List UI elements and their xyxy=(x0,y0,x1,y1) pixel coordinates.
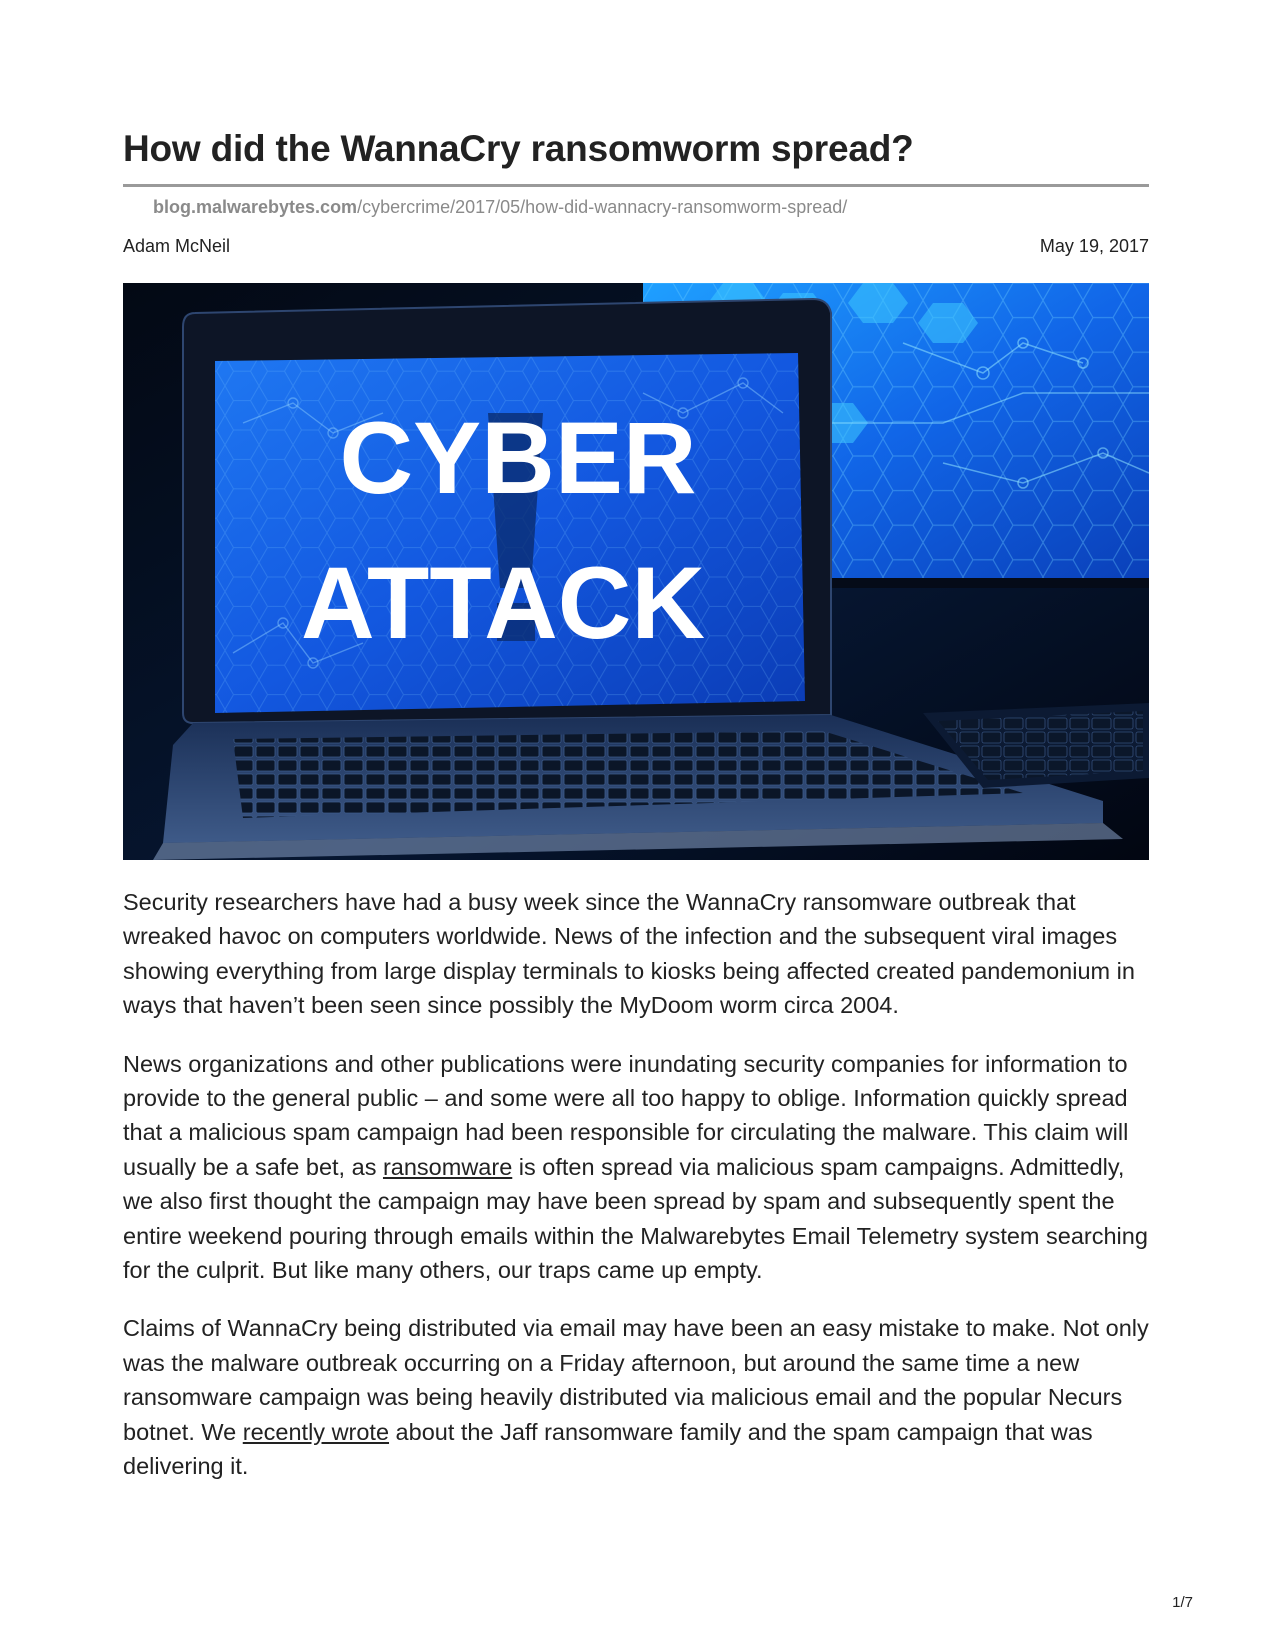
author-name: Adam McNeil xyxy=(123,236,231,256)
paragraph-1: Security researchers have had a busy week since the WannaCry ransomware outbreak that wreaked havoc on computers worldwide. News of the infection and the subsequent viral images showing everything from large display terminals to kiosks being affected created pandemonium in ways that haven’t been seen since possibly the MyDoom worm circa 2004. xyxy=(123,889,1135,1019)
hero-text-line2: ATTACK xyxy=(300,546,706,660)
paragraph-2 xyxy=(123,1047,1149,1288)
page-number: 1/7 xyxy=(1172,1594,1193,1611)
source-domain[interactable]: blog.malwarebytes.com xyxy=(153,197,358,217)
article-title: How did the WannaCry ransomworm spread? xyxy=(123,128,914,169)
paragraph-3-text-a: Claims of WannaCry being distributed via email may have been an easy mistake to make. Not only was the malware outbreak occurring on a Friday afternoon, but around the same time a new ransomware campaign was being heavily distributed via malicious email and the popular Necurs botnet. We xyxy=(123,1315,1149,1445)
publish-date: May 19, 2017 xyxy=(1039,236,1149,256)
paragraph-3-text-b: about the Jaff ransomware family and the spam campaign that was delivering it. xyxy=(123,1418,1093,1480)
source-url[interactable] xyxy=(153,197,847,218)
source-path[interactable]: /cybercrime/2017/05/how-did-wannacry-ransomworm-spread/ xyxy=(357,197,848,217)
ransomware-link[interactable]: ransomware xyxy=(382,1153,513,1180)
title-divider xyxy=(123,184,1149,187)
byline xyxy=(123,236,1149,257)
paragraph-3 xyxy=(123,1311,1149,1483)
paragraph-2-text-b: is often spread via malicious spam campaigns. Admittedly, we also first thought the campaign may have been spread by spam and subsequently spent the entire weekend pouring through emails within the Malwarebytes Email Telemetry system searching for the culprit. But like many others, our traps came up empty. xyxy=(123,1153,1148,1284)
recently-wrote-link[interactable]: recently wrote xyxy=(242,1418,390,1445)
article-body xyxy=(123,885,1149,1508)
paragraph-2-text-a: News organizations and other publications were inundating security companies for information to provide to the general public – and some were all too happy to oblige. Information quickly spread that a malicious spam campaign had been responsible for circulating the malware. This claim will usually be a safe bet, as xyxy=(123,1050,1129,1180)
hero-text-line1: CYBER xyxy=(339,401,697,515)
hero-image xyxy=(123,283,1149,860)
